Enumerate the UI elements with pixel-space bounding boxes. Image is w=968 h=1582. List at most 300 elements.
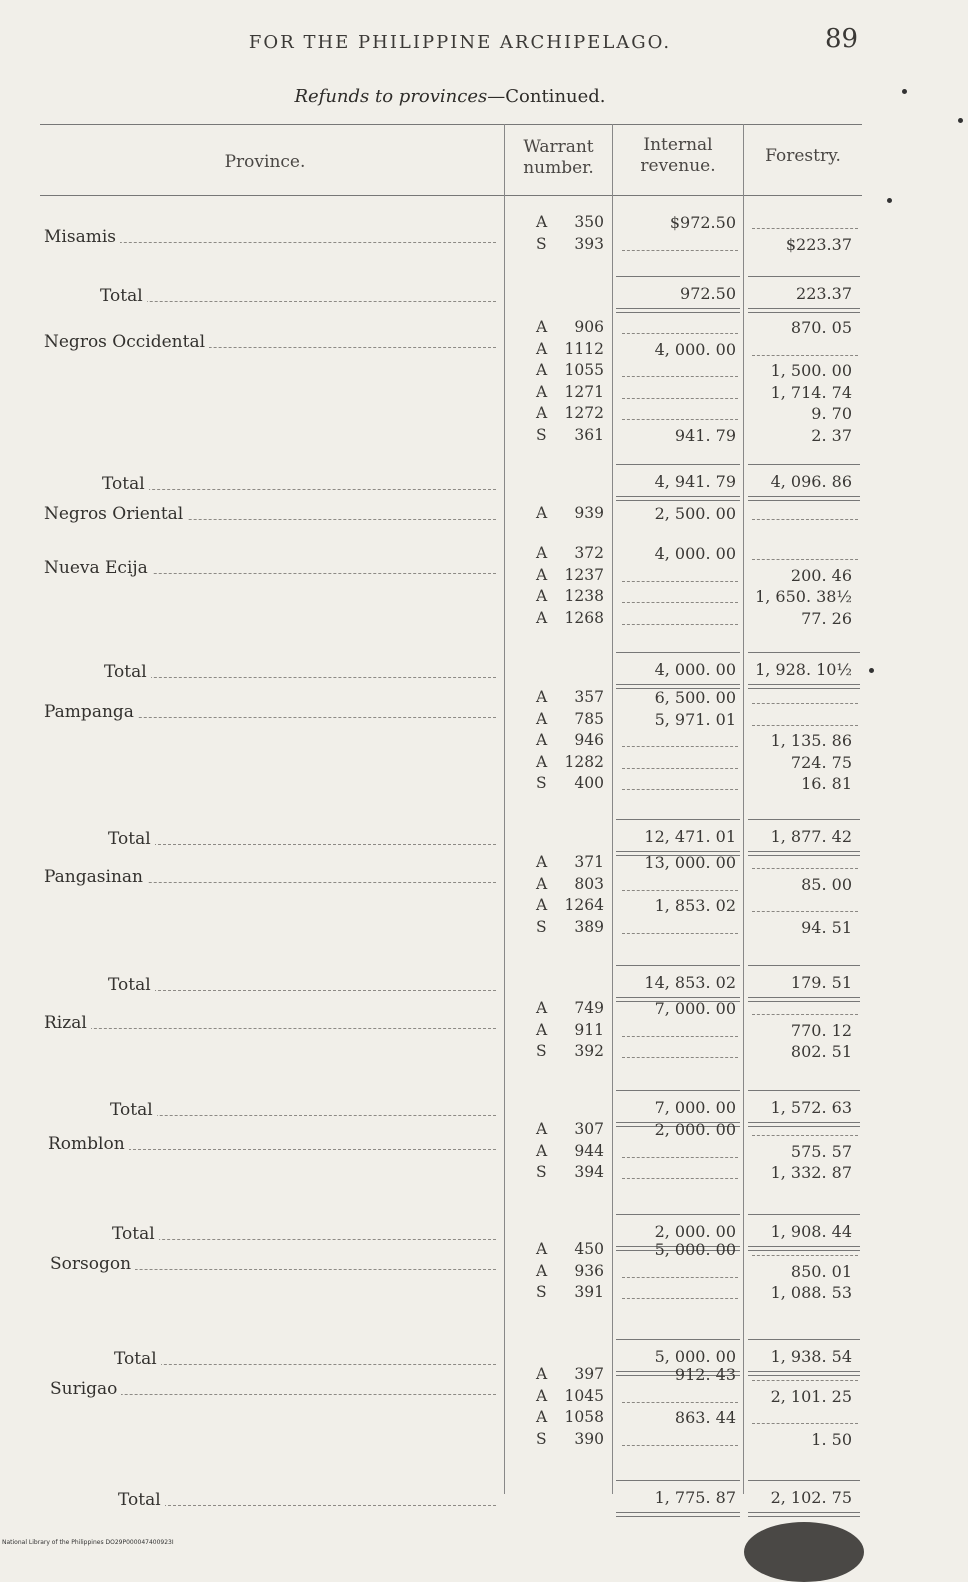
forestry-value: 200. 46 [790,565,852,585]
total-label [108,829,496,851]
internal-revenue-value: 912. 43 [674,1365,736,1384]
dot-leader [100,301,496,302]
subtotal-rule [616,1480,740,1481]
province-label [50,1379,496,1401]
province-label [44,702,496,724]
dot-leader [114,1364,496,1365]
warrant-series: A [536,608,548,627]
total-internal-revenue: 12, 471. 01 [644,827,736,846]
empty-cell-leader [752,911,858,912]
warrant-digits: 1264 [564,896,604,914]
total-label-text: Total [100,286,147,306]
forestry-value: 9. 70 [811,404,852,423]
subtotal-rule [748,1214,860,1215]
province-name: Nueva Ecija [44,558,152,578]
forestry-value: 770. 12 [790,1020,852,1040]
province-label [44,867,496,889]
empty-cell-leader [622,1277,738,1278]
total-forestry: 2, 102. 75 [770,1488,852,1507]
column-divider-warrant [504,124,505,1494]
warrant-digits: 1268 [564,608,604,627]
total-double-rule [748,1122,860,1123]
column-header-internal-line1: Internal [643,135,713,155]
province-name: Rizal [44,1013,91,1033]
forestry-value: 802. 51 [790,1042,852,1061]
forestry-value: 94. 51 [801,917,852,937]
warrant-series: A [536,361,548,379]
total-label [110,1100,496,1122]
total-forestry: 1, 938. 54 [770,1347,852,1366]
total-double-rule [748,1512,860,1513]
warrant-series: A [536,544,548,562]
warrant-series: S [536,1163,547,1181]
total-forestry: 223.37 [796,284,852,303]
empty-cell-leader [622,602,738,603]
warrant-digits: 1045 [564,1386,604,1405]
warrant-digits: 1271 [564,382,604,401]
warrant-number [536,1163,604,1183]
subtotal-rule [748,965,860,966]
warrant-digits: 944 [574,1141,604,1160]
warrant-digits: 393 [574,234,604,253]
province-name: Pangasinan [44,867,147,887]
internal-revenue-value: 2, 000. 00 [654,1120,736,1139]
warrant-number [536,1387,604,1407]
forestry-value: 1, 650. 38½ [755,587,852,606]
warrant-series: S [536,234,547,253]
total-double-rule [616,312,740,313]
subtotal-rule [616,464,740,465]
warrant-number [536,1021,604,1041]
warrant-series: A [536,1020,548,1039]
internal-revenue-value: 6, 500. 00 [654,688,736,707]
total-double-rule [748,1516,860,1517]
internal-revenue-value: 4, 000. 00 [654,339,736,359]
total-forestry: 1, 928. 10½ [755,660,852,679]
warrant-series: A [536,318,548,336]
warrant-number [536,1430,604,1450]
warrant-number [536,383,604,403]
province-label [44,227,496,249]
empty-cell-leader [622,398,738,399]
empty-cell-leader [622,419,738,420]
warrant-digits: 1058 [564,1408,604,1426]
warrant-number [536,731,604,751]
total-internal-revenue: 2, 000. 00 [654,1222,736,1241]
total-label [118,1490,496,1512]
warrant-number [536,587,604,607]
warrant-digits: 936 [574,1261,604,1280]
total-internal-revenue: 4, 000. 00 [654,660,736,679]
internal-revenue-value: 863. 44 [674,1408,736,1427]
warrant-series: A [536,731,548,749]
warrant-digits: 372 [574,544,604,562]
total-double-rule [616,1516,740,1517]
empty-cell-leader [752,703,858,704]
warrant-digits: 785 [574,709,604,728]
empty-cell-leader [752,559,858,560]
forestry-value: $223.37 [785,234,852,254]
dot-leader [104,677,496,678]
warrant-digits: 307 [574,1120,604,1138]
forestry-value: 77. 26 [801,608,852,628]
total-internal-revenue: 7, 000. 00 [654,1098,736,1117]
empty-cell-leader [622,1157,738,1158]
total-label [102,474,496,496]
warrant-number [536,609,604,629]
total-double-rule [748,855,860,856]
empty-cell-leader [622,746,738,747]
total-double-rule [748,1375,860,1376]
subtotal-rule [748,1339,860,1340]
total-double-rule [748,1250,860,1251]
warrant-series: S [536,1283,547,1301]
warrant-digits: 803 [574,874,604,893]
total-label [100,286,496,308]
forestry-value: 2, 101. 25 [770,1386,852,1406]
internal-revenue-value: $972.50 [669,213,736,232]
warrant-series: A [536,853,548,871]
subtotal-rule [748,276,860,277]
warrant-number [536,918,604,938]
total-double-rule [748,312,860,313]
warrant-series: A [536,709,548,728]
ink-speck [887,198,892,203]
forestry-value: 850. 01 [790,1261,852,1281]
warrant-number [536,774,604,794]
subtotal-rule [616,1214,740,1215]
province-name: Surigao [50,1379,121,1399]
warrant-digits: 1272 [564,404,604,422]
running-title: FOR THE PHILIPPINE ARCHIPELAGO. [248,32,672,53]
empty-cell-leader [622,1402,738,1403]
internal-revenue-value: 941. 79 [674,425,736,445]
warrant-number [536,235,604,255]
warrant-series: A [536,1261,548,1280]
total-double-rule [748,308,860,309]
warrant-number [536,426,604,446]
empty-cell-leader [752,1380,858,1381]
empty-cell-leader [622,624,738,625]
dot-leader [118,1505,496,1506]
subtotal-rule [616,965,740,966]
empty-cell-leader [622,1445,738,1446]
empty-cell-leader [752,1423,858,1424]
subtitle-rest: —Continued. [487,86,606,107]
internal-revenue-value: 5, 000. 00 [654,1240,736,1259]
warrant-digits: 397 [574,1365,604,1383]
warrant-digits: 371 [574,853,604,871]
empty-cell-leader [752,519,858,520]
warrant-series: A [536,688,548,706]
empty-cell-leader [752,228,858,229]
total-forestry: 4, 096. 86 [770,472,852,491]
forestry-value: 1. 50 [811,1429,852,1449]
total-double-rule [748,1246,860,1247]
warrant-number [536,875,604,895]
total-double-rule [748,1126,860,1127]
warrant-digits: 946 [574,731,604,749]
total-label-text: Total [112,1224,159,1244]
subtitle-italic: Refunds to provinces [294,86,488,107]
column-header-internal-line2: revenue. [640,156,716,176]
library-footer-note: National Library of the Philippines DO29P000047400923I [2,1539,174,1546]
internal-revenue-value: 13, 000. 00 [644,853,736,872]
total-forestry: 1, 572. 63 [770,1098,852,1117]
column-header-warrant-line2: number. [523,158,594,178]
warrant-number [536,688,604,708]
empty-cell-leader [622,890,738,891]
warrant-digits: 394 [574,1163,604,1181]
empty-cell-leader [622,250,738,251]
warrant-digits: 1237 [564,565,604,584]
total-forestry: 1, 908. 44 [770,1222,852,1241]
empty-cell-leader [622,1036,738,1037]
warrant-number [536,544,604,564]
warrant-digits: 361 [574,425,604,444]
total-double-rule [748,688,860,689]
warrant-series: S [536,774,547,792]
empty-cell-leader [752,725,858,726]
warrant-digits: 1112 [564,339,604,358]
warrant-number [536,1042,604,1062]
dot-leader [108,990,496,991]
forestry-value: 16. 81 [801,774,852,793]
warrant-series: A [536,999,548,1017]
warrant-series: A [536,1408,548,1426]
subtotal-rule [616,276,740,277]
warrant-number [536,404,604,424]
internal-revenue-value: 1, 853. 02 [654,896,736,915]
warrant-series: A [536,504,548,522]
warrant-series: A [536,896,548,914]
warrant-series: S [536,1042,547,1060]
empty-cell-leader [622,333,738,334]
header-bottom-rule [40,195,862,196]
total-double-rule [616,308,740,309]
total-double-rule [748,997,860,998]
province-name: Misamis [44,227,120,247]
total-double-rule [616,1512,740,1513]
forestry-value: 2. 37 [811,425,852,445]
total-forestry: 1, 877. 42 [770,827,852,846]
forestry-value: 1, 332. 87 [770,1163,852,1182]
warrant-series: A [536,213,548,231]
table-subtitle [240,86,660,107]
total-label-text: Total [104,662,151,682]
total-double-rule [616,496,740,497]
subtotal-rule [748,819,860,820]
total-internal-revenue: 5, 000. 00 [654,1347,736,1366]
total-label [114,1349,496,1371]
total-label [104,662,496,684]
warrant-series: A [536,382,548,401]
total-double-rule [616,851,740,852]
warrant-digits: 450 [574,1240,604,1258]
total-double-rule [748,1001,860,1002]
total-internal-revenue: 4, 941. 79 [654,472,736,491]
internal-revenue-value: 7, 000. 00 [654,999,736,1018]
total-double-rule [616,684,740,685]
dot-leader [110,1115,496,1116]
total-label [112,1224,496,1246]
warrant-number [536,213,604,233]
empty-cell-leader [622,1057,738,1058]
province-name: Negros Occidental [44,332,209,352]
province-label [50,1254,496,1276]
total-double-rule [748,496,860,497]
province-label [44,558,496,580]
warrant-series: A [536,1240,548,1258]
subtotal-rule [748,1090,860,1091]
warrant-series: A [536,339,548,358]
warrant-digits: 391 [574,1283,604,1301]
total-label-text: Total [108,975,155,995]
warrant-number [536,504,604,524]
warrant-series: A [536,404,548,422]
province-name: Negros Oriental [44,504,187,524]
total-double-rule [616,500,740,501]
total-double-rule [748,1371,860,1372]
total-label-text: Total [108,829,155,849]
table-top-rule [40,124,862,125]
warrant-number [536,1142,604,1162]
warrant-number [536,1283,604,1303]
subtotal-rule [748,464,860,465]
warrant-number [536,318,604,338]
internal-revenue-value: 5, 971. 01 [654,709,736,729]
empty-cell-leader [752,1255,858,1256]
forestry-value: 724. 75 [790,752,852,772]
total-internal-revenue: 972.50 [680,284,736,303]
forestry-value: 575. 57 [790,1141,852,1161]
warrant-series: A [536,1386,548,1405]
warrant-series: A [536,752,548,771]
province-name: Sorsogon [50,1254,135,1274]
total-double-rule [748,851,860,852]
total-forestry: 179. 51 [790,973,852,992]
subtotal-rule [616,819,740,820]
internal-revenue-value: 4, 000. 00 [654,544,736,563]
column-divider-forestry [743,124,744,1494]
warrant-digits: 906 [574,318,604,336]
subtotal-rule [616,1339,740,1340]
province-label [48,1134,496,1156]
empty-cell-leader [752,868,858,869]
page-number: 89 [825,24,859,54]
warrant-digits: 1055 [564,361,604,379]
subtotal-rule [616,1090,740,1091]
forestry-value: 870. 05 [790,318,852,337]
total-double-rule [748,500,860,501]
total-label-text: Total [118,1490,165,1510]
warrant-digits: 749 [574,999,604,1017]
warrant-series: A [536,874,548,893]
province-label [44,1013,496,1035]
forestry-value: 1, 088. 53 [770,1283,852,1302]
empty-cell-leader [622,581,738,582]
warrant-digits: 392 [574,1042,604,1060]
empty-cell-leader [622,933,738,934]
total-label-text: Total [114,1349,161,1369]
warrant-number [536,710,604,730]
warrant-number [536,1262,604,1282]
page-corner-shadow [744,1522,864,1582]
warrant-digits: 389 [574,917,604,936]
column-header-warrant-line1: Warrant [523,137,594,157]
empty-cell-leader [622,1178,738,1179]
subtotal-rule [616,652,740,653]
warrant-number [536,1240,604,1260]
warrant-number [536,999,604,1019]
dot-leader [112,1239,496,1240]
forestry-value: 1, 714. 74 [770,382,852,402]
empty-cell-leader [622,789,738,790]
dot-leader [102,489,496,490]
warrant-digits: 400 [574,774,604,792]
ink-speck [869,668,874,673]
dot-leader [108,844,496,845]
forestry-value: 1, 500. 00 [770,361,852,380]
total-label-text: Total [110,1100,157,1120]
empty-cell-leader [622,376,738,377]
warrant-number [536,1408,604,1428]
subtotal-rule [748,1480,860,1481]
internal-revenue-value: 2, 500. 00 [654,504,736,523]
column-header-province: Province. [224,152,306,172]
province-name: Pampanga [44,702,138,722]
warrant-digits: 390 [574,1429,604,1448]
total-internal-revenue: 1, 775. 87 [654,1488,736,1507]
province-label [44,504,496,526]
forestry-value: 85. 00 [801,874,852,894]
warrant-series: S [536,917,547,936]
warrant-series: S [536,425,547,444]
warrant-series: A [536,565,548,584]
warrant-number [536,361,604,381]
warrant-series: A [536,1120,548,1138]
warrant-series: A [536,1365,548,1383]
column-header-forestry: Forestry. [765,146,841,166]
warrant-digits: 357 [574,688,604,706]
warrant-number [536,1365,604,1385]
warrant-digits: 1282 [564,752,604,771]
empty-cell-leader [752,1014,858,1015]
total-label-text: Total [102,474,149,494]
ink-speck [958,118,963,123]
warrant-number [536,853,604,873]
warrant-number [536,566,604,586]
total-label [108,975,496,997]
empty-cell-leader [752,355,858,356]
total-internal-revenue: 14, 853. 02 [644,973,736,992]
province-label [44,332,496,354]
column-divider-internal [612,124,613,1494]
warrant-number [536,753,604,773]
warrant-digits: 939 [574,504,604,522]
dot-leader [44,1028,496,1029]
warrant-series: S [536,1429,547,1448]
forestry-value: 1, 135. 86 [770,731,852,750]
warrant-digits: 911 [574,1020,604,1039]
province-name: Romblon [48,1134,129,1154]
empty-cell-leader [622,1298,738,1299]
warrant-number [536,1120,604,1140]
warrant-number [536,340,604,360]
ink-speck [902,89,907,94]
subtotal-rule [748,652,860,653]
total-double-rule [616,997,740,998]
